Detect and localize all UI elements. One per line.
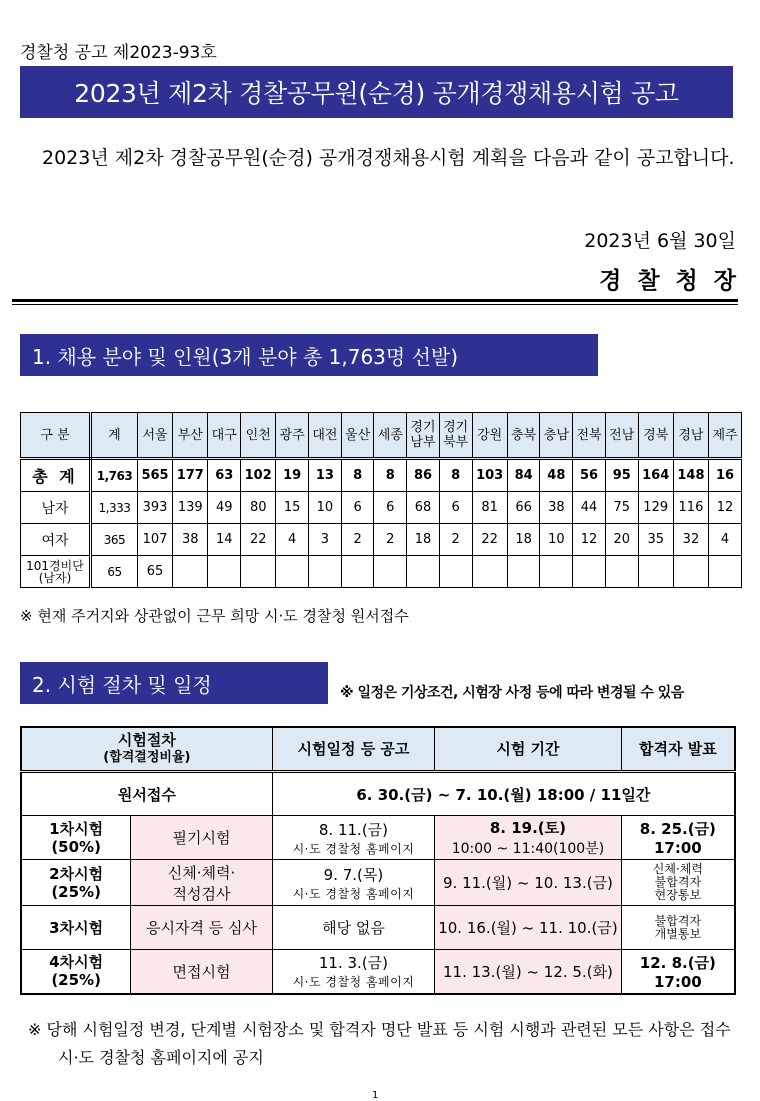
table-cell: 32 [673,524,708,556]
table-cell: 393 [137,492,172,524]
result-line-3: 현장통보 [654,888,702,902]
stage-label [21,860,131,906]
stage-row-2 [21,860,735,906]
stage-result [621,860,735,906]
table-cell: 148 [673,459,708,492]
page-number: 1 [372,1090,379,1101]
column-header: 계 [91,413,138,459]
column-header: 강원 [472,413,507,459]
announce-date-cell: 8. 11.(금) [318,820,389,839]
application-row [21,772,735,816]
table-cell [341,556,374,588]
table-cell [208,556,241,588]
row-label: 남자 [21,492,91,524]
stage-ratio: (25%) [51,971,101,990]
table-cell [507,556,540,588]
table-cell [605,556,638,588]
table-cell [638,556,673,588]
stage-ratio: (50%) [51,837,101,856]
table-cell [439,556,472,588]
exam-name: 신체·체력· [167,863,236,882]
table-cell: 38 [173,524,208,556]
table-cell: 2 [341,524,374,556]
result-line-2: 개별통보 [654,926,702,941]
table-cell [709,556,742,588]
table-cell [173,556,208,588]
row-label: 101경비단 (남자) [21,556,91,588]
stage-period: 10. 16.(월) ~ 11. 10.(금) [435,906,622,950]
table-cell: 6 [341,492,374,524]
stage-period: 11. 13.(월) ~ 12. 5.(화) [435,950,622,994]
stage-row-4 [21,950,735,994]
header-procedure-sub: (합격결정비율) [103,750,191,765]
table-cell: 18 [507,524,540,556]
header-period: 시험 기간 [435,727,622,772]
table-cell: 8 [374,459,407,492]
table-cell: 4 [709,524,742,556]
result-time: 17:00 [653,839,702,857]
period-date: 8. 19.(토) [489,819,567,837]
divider [12,304,738,305]
column-header: 부산 [173,413,208,459]
intro-text: 2023년 제2차 경찰공무원(순경) 공개경쟁채용시험 계획을 다음과 같이 공고합니다. [42,147,735,169]
header-result: 합격자 발표 [621,727,735,772]
stage-period [435,816,622,860]
column-header: 경남 [673,413,708,459]
table-cell [472,556,507,588]
stage-period: 9. 11.(월) ~ 10. 13.(금) [435,860,622,906]
table-cell: 164 [638,459,673,492]
table-cell: 129 [638,492,673,524]
stage-exam: 필기시험 [131,816,272,860]
stage-exam: 응시자격 등 심사 [131,906,272,950]
signer: 경찰청장 [599,268,752,294]
notice-number: 경찰청 공고 제2023-93호 [20,43,217,63]
result-date: 8. 25.(금) [639,820,716,838]
row-label: 총 계 [21,459,91,492]
stage-name: 2차시험 [49,864,104,883]
stage-announce: 해당 없음 [272,906,434,950]
table-cell: 139 [173,492,208,524]
section2-heading [20,662,328,704]
stage-name: 1차시험 [49,819,104,838]
stage-result [621,906,735,950]
table-cell: 86 [407,459,440,492]
table-cell [309,556,342,588]
stage-result [621,950,735,994]
table-cell [540,556,573,588]
table-cell: 35 [638,524,673,556]
table-cell: 63 [208,459,241,492]
table-cell [276,556,309,588]
header-procedure-label: 시험절차 [117,731,176,749]
table-cell: 4 [276,524,309,556]
stage-announce [272,860,434,906]
result-line-1: 신체·체력 [652,862,703,876]
stage-exam: 면접시험 [131,950,272,994]
header-procedure [21,727,272,772]
table-cell: 565 [137,459,172,492]
section2-note: ※ 일정은 기상조건, 시험장 사정 등에 따라 변경될 수 있음 [340,685,684,701]
table-cell: 56 [573,459,606,492]
table-cell: 48 [540,459,573,492]
column-header: 대전 [309,413,342,459]
recruitment-row [21,459,742,492]
table-cell: 103 [472,459,507,492]
table-cell [673,556,708,588]
column-header: 경기 남부 [407,413,440,459]
table-cell: 10 [540,524,573,556]
table-cell: 14 [208,524,241,556]
stage-label [21,816,131,860]
announce-where: 시·도 경찰청 홈페이지 [292,886,415,901]
stage-ratio: (25%) [51,882,101,901]
table-cell: 16 [709,459,742,492]
table-cell: 2 [439,524,472,556]
table-cell: 20 [605,524,638,556]
stage-row-1 [21,816,735,860]
recruitment-table [20,412,742,588]
recruitment-row [21,492,742,524]
table-cell: 1,333 [91,492,138,524]
stage-label [21,950,131,994]
period-time: 10:00 ~ 11:40(100분) [451,841,605,857]
stage-label: 3차시험 [21,906,131,950]
table-cell: 10 [309,492,342,524]
table-cell: 95 [605,459,638,492]
table-cell: 12 [573,524,606,556]
table-cell: 6 [439,492,472,524]
column-header: 서울 [137,413,172,459]
table-cell: 22 [241,524,276,556]
table-cell: 84 [507,459,540,492]
table-cell: 38 [540,492,573,524]
stage-row-3 [21,906,735,950]
table-cell: 44 [573,492,606,524]
table-cell: 177 [173,459,208,492]
result-line-1: 불합격자 [654,913,702,928]
application-label: 원서접수 [21,772,272,816]
divider [12,299,738,302]
column-header: 전남 [605,413,638,459]
table-cell: 75 [605,492,638,524]
column-header: 대구 [208,413,241,459]
section2-title: 2. 시험 절차 및 일정 [32,672,212,697]
table-cell: 49 [208,492,241,524]
table-cell [407,556,440,588]
schedule-table [20,726,736,995]
table-cell: 65 [91,556,138,588]
stage-announce [272,816,434,860]
recruitment-header-row [21,413,742,459]
row-label: 여자 [21,524,91,556]
table-cell: 1,763 [91,459,138,492]
announce-where: 시·도 경찰청 홈페이지 [292,841,415,856]
table-cell: 13 [309,459,342,492]
table-cell: 107 [137,524,172,556]
column-header: 전북 [573,413,606,459]
stage-name: 4차시험 [49,953,104,972]
column-header: 인천 [241,413,276,459]
table-cell: 15 [276,492,309,524]
section1-note: ※ 현재 주거지와 상관없이 근무 희망 시·도 경찰청 원서접수 [20,607,409,625]
announce-date-cell: 9. 7.(목) [323,865,384,884]
table-cell: 6 [374,492,407,524]
column-header: 경기 북부 [439,413,472,459]
result-line-2: 불합격자 [654,875,702,889]
table-cell: 3 [309,524,342,556]
recruitment-row [21,524,742,556]
table-cell [374,556,407,588]
announce-date: 2023년 6월 30일 [584,230,736,252]
column-header: 충남 [540,413,573,459]
table-cell: 12 [709,492,742,524]
table-cell: 365 [91,524,138,556]
table-cell: 81 [472,492,507,524]
section1-title: 1. 채용 분야 및 인원(3개 분야 총 1,763명 선발) [32,344,459,369]
table-cell: 2 [374,524,407,556]
table-cell: 116 [673,492,708,524]
application-period: 6. 30.(금) ~ 7. 10.(월) 18:00 / 11일간 [272,772,735,816]
announce-where: 시·도 경찰청 홈페이지 [292,975,415,990]
header-announce: 시험일정 등 공고 [272,727,434,772]
announce-date-cell: 11. 3.(금) [318,954,389,973]
table-cell: 80 [241,492,276,524]
table-cell [573,556,606,588]
section1-heading [20,334,598,376]
column-header: 울산 [341,413,374,459]
table-cell: 18 [407,524,440,556]
table-cell: 68 [407,492,440,524]
table-cell: 22 [472,524,507,556]
column-header: 경북 [638,413,673,459]
stage-exam [131,860,272,906]
table-cell: 102 [241,459,276,492]
column-header: 제주 [709,413,742,459]
exam-name-2: 적성검사 [172,884,231,903]
recruitment-row [21,556,742,588]
footer-note: ※ 당해 시험일정 변경, 단계별 시험장소 및 합격자 명단 발표 등 시험 시행과 관련된 모든 사항은 접수 시·도 경찰청 홈페이지에 공지 [28,1020,731,1067]
stage-announce [272,950,434,994]
result-date: 12. 8.(금) [639,953,716,972]
column-header: 충북 [507,413,540,459]
table-cell: 65 [137,556,172,588]
document-title: 2023년 제2차 경찰공무원(순경) 공개경쟁채용시험 공고 [74,79,679,108]
stage-result [621,816,735,860]
table-cell: 66 [507,492,540,524]
schedule-header-row [21,727,735,772]
column-header: 광주 [276,413,309,459]
table-cell: 19 [276,459,309,492]
table-cell: 8 [341,459,374,492]
column-header-category: 구 분 [21,413,91,459]
result-time: 17:00 [653,972,702,991]
column-header: 세종 [374,413,407,459]
title-banner [20,66,733,118]
table-cell: 8 [439,459,472,492]
table-cell [241,556,276,588]
